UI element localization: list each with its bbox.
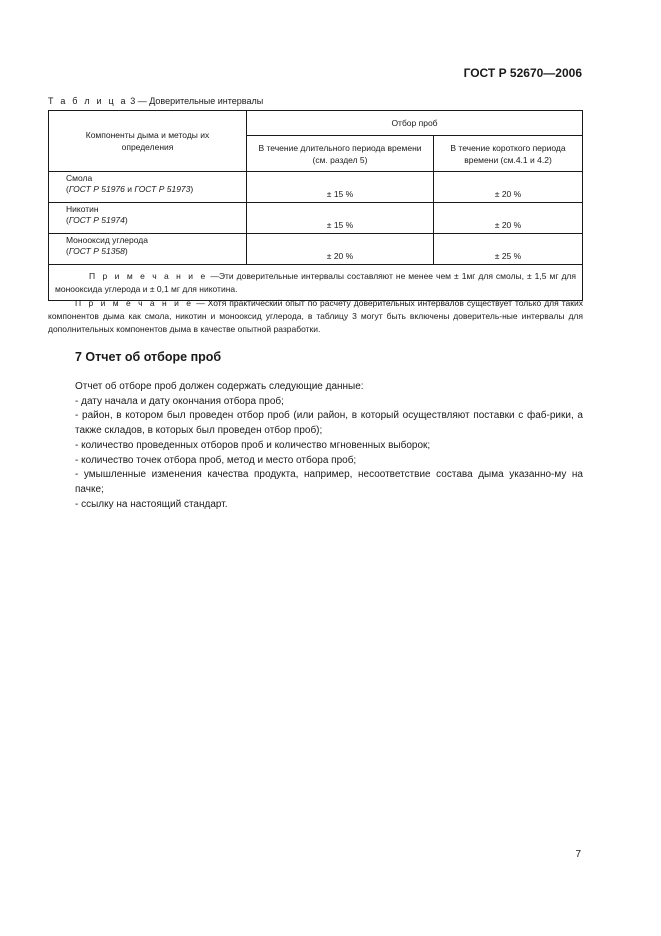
table-row — [49, 203, 583, 234]
table-row — [49, 234, 583, 265]
table-note — [49, 265, 583, 301]
list-item: - умышленные изменения качества продукта, например, несоответствие состава дыма указанно-му на пачке; — [75, 469, 583, 495]
section-title: 7 Отчет об отборе проб — [75, 350, 222, 364]
general-note-label: П р и м е ч а н и е — [75, 298, 194, 308]
section-intro: Отчет об отборе проб должен содержать следующие данные: — [75, 381, 364, 392]
short-period-value: ± 25 % — [434, 234, 583, 265]
component-standard: (ГОСТ Р 51976 и ГОСТ Р 51973) — [66, 184, 194, 194]
component-name: Смола — [66, 173, 93, 183]
list-item: - дату начала и дату окончания отбора проб; — [75, 395, 284, 407]
list-item: - количество точек отбора проб, метод и место отбора проб; — [75, 454, 357, 466]
short-period-value: ± 20 % — [434, 203, 583, 234]
list-item: - ссылку на настоящий стандарт. — [75, 498, 228, 510]
standard-id: ГОСТ Р 52670—2006 — [463, 66, 582, 80]
table-note-label: П р и м е ч а н и е — [89, 271, 208, 281]
list-item: - количество проведенных отборов проб и количество мгновенных выборок; — [75, 439, 431, 451]
table-caption — [48, 96, 263, 106]
general-note — [48, 297, 583, 336]
page-number: 7 — [575, 849, 581, 860]
table-note-text: —Эти доверительные интервалы составляют не менее чем ± 1мг для смолы, ± 1,5 мг для монооксида углерода и ± 0,1 мг для никотина. — [55, 271, 576, 294]
short-period-value: ± 20 % — [434, 172, 583, 203]
col-header-long-period: В течение длительного периода времени (см. раздел 5) — [247, 136, 434, 172]
col-header-sampling: Отбор проб — [247, 111, 583, 136]
component-standard: (ГОСТ Р 51974) — [66, 215, 128, 225]
list-item: - район, в котором был проведен отбор проб (или район, в который осуществляют поставки с фаб-рики, а также складов, в которых был проведен отбор проб); — [75, 410, 583, 437]
table-caption-prefix: Т а б л и ц а — [48, 96, 128, 106]
component-standard: (ГОСТ Р 51358) — [66, 246, 128, 256]
component-cell — [49, 203, 247, 234]
component-cell — [49, 172, 247, 203]
long-period-value: ± 15 % — [247, 172, 434, 203]
long-period-value: ± 20 % — [247, 234, 434, 265]
component-name: Никотин — [66, 204, 99, 214]
confidence-intervals-table — [48, 110, 583, 301]
general-note-text: — Хотя практический опыт по расчету доверительных интервалов существует только для таких компонентов дыма как смола, никотин и монооксид углерода, в таблицу 3 могут быть включены доверитель-ные интервалы для дополнительных компонентов дыма в качестве опытной разработки. — [48, 298, 583, 334]
col-header-short-period: В течение короткого периода времени (см.4.1 и 4.2) — [434, 136, 583, 172]
component-cell — [49, 234, 247, 265]
table-row — [49, 172, 583, 203]
long-period-value: ± 15 % — [247, 203, 434, 234]
section-body — [48, 380, 583, 512]
table-caption-title: 3 — Доверительные интервалы — [127, 96, 264, 106]
col-header-components: Компоненты дыма и методы их определения — [49, 111, 247, 172]
component-name: Монооксид углерода — [66, 235, 148, 245]
